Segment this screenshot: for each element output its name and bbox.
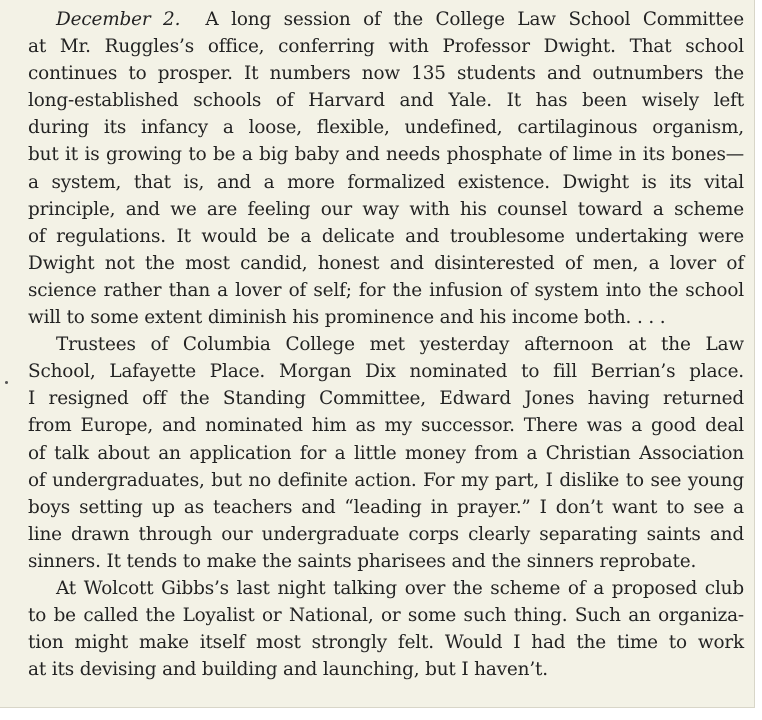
text-line: principle, and we are feeling our way with his counsel toward a scheme (28, 198, 744, 220)
scan-speck (5, 381, 8, 384)
paragraph-3 (28, 575, 744, 683)
text-line: I resigned off the Standing Committee, Edward Jones having returned (28, 388, 744, 410)
paragraph-2 (28, 331, 744, 575)
text-line: Dwight not the most candid, honest and disinterested of men, a lover of (28, 252, 744, 274)
text-line: a system, that is, and a more formalized existence. Dwight is its vital (28, 171, 744, 193)
paragraph-1 (28, 6, 744, 331)
entry-date: December 2. (56, 9, 181, 30)
text-line: from Europe, and nominated him as my successor. There was a good deal (28, 415, 744, 437)
text-line: Trustees of Columbia College met yesterday afternoon at the Law (56, 334, 744, 356)
text-line: sinners. It tends to make the saints pharisees and the sinners reprobate. (28, 550, 697, 572)
text-line: At Wolcott Gibbs’s last night talking over the scheme of a proposed club (56, 577, 744, 599)
text-line: continues to prosper. It numbers now 135 students and outnumbers the (28, 63, 744, 85)
text-line: at Mr. Ruggles’s office, conferring with Professor Dwight. That school (28, 36, 744, 58)
text-line: tion might make itself most strongly felt. Would I had the time to work (28, 632, 744, 654)
text-line: of talk about an application for a little money from a Christian Association (28, 442, 744, 464)
text-line: boys setting up as teachers and “leading in prayer.” I don’t want to see a (28, 496, 744, 518)
text-line: at its devising and building and launching, but I haven’t. (28, 659, 548, 681)
text-line: science rather than a lover of self; for the infusion of system into the school (28, 279, 744, 301)
text-line: School, Lafayette Place. Morgan Dix nominated to fill Berrian’s place. (28, 361, 744, 383)
journal-entry-text (28, 6, 744, 683)
text-line: to be called the Loyalist or National, or some such thing. Such an organiza- (28, 605, 744, 627)
text-line: long-established schools of Harvard and Yale. It has been wisely left (28, 90, 744, 112)
text-line: of undergraduates, but no definite action. For my part, I dislike to see young (28, 469, 744, 491)
text-line: December 2. A long session of the College Law School Committee (56, 9, 744, 30)
text-line: during its infancy a loose, flexible, undefined, cartilaginous organism, (28, 117, 744, 139)
text-line: line drawn through our undergraduate corps clearly separating saints and (28, 523, 744, 545)
text-line: of regulations. It would be a delicate and troublesome undertaking were (28, 225, 744, 247)
text-line: will to some extent diminish his prominence and his income both. . . . (28, 307, 666, 329)
text-line: but it is growing to be a big baby and needs phosphate of lime in its bones— (28, 144, 744, 166)
